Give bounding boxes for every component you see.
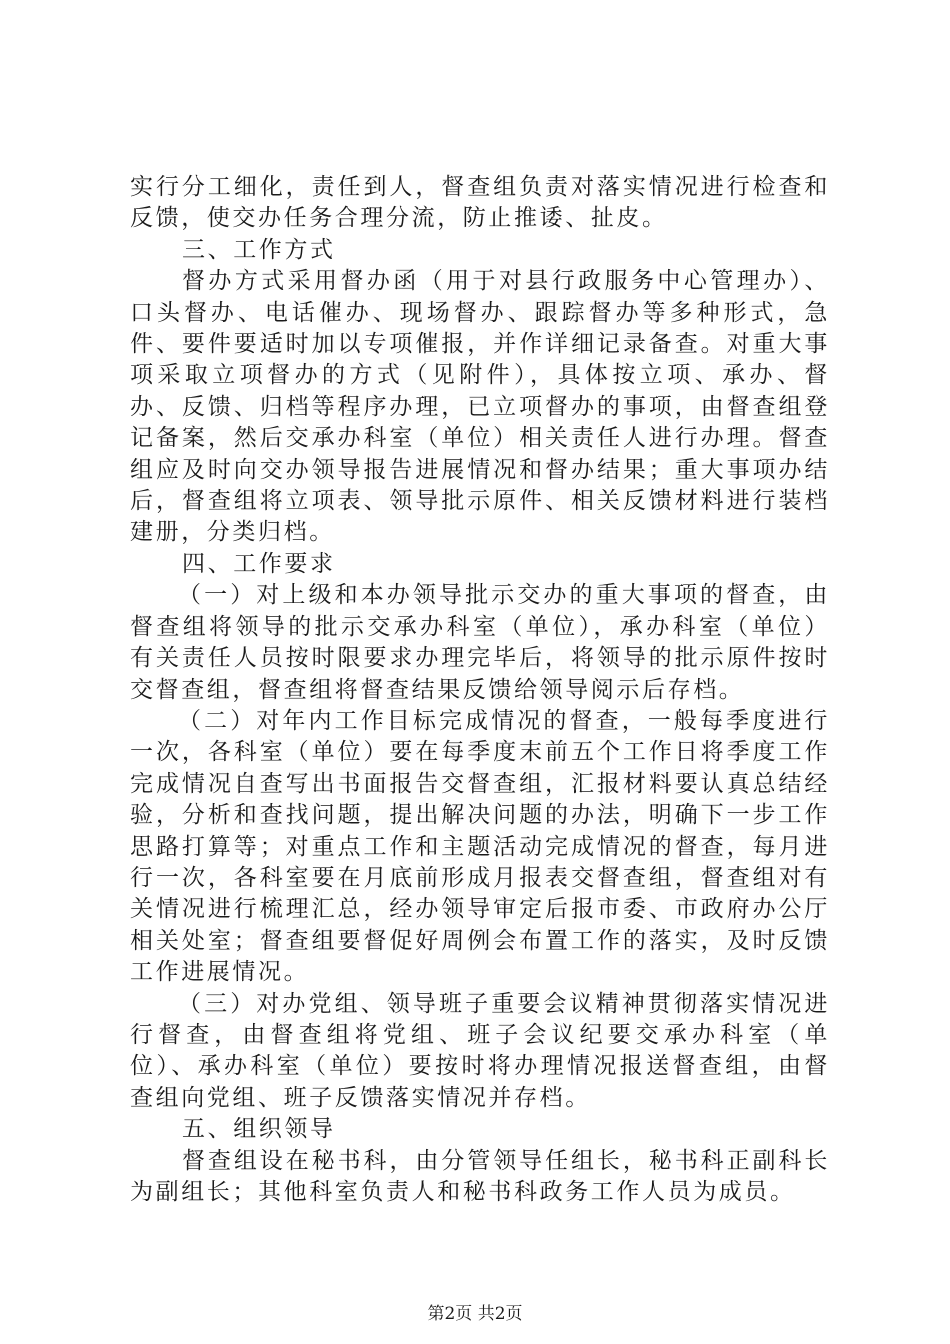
document-body	[130, 172, 830, 1208]
page-number-footer: 第2页 共2页	[427, 1304, 523, 1324]
section-heading-work-methods: 三、工作方式	[182, 236, 336, 263]
paragraph-requirement-3: （三）对办党组、领导班子重要会议精神贯彻落实情况进行督查，由督查组将党组、班子会议纪要交承办科室（单位）、承办科室（单位）要按时将办理情况报送督查组，由督查组向党组、班子反馈落实情况并存档。	[130, 990, 830, 1111]
paragraph-requirement-1: （一）对上级和本办领导批示交办的重大事项的督查，由督查组将领导的批示交承办科室（单位），承办科室（单位）有关责任人员按时限要求办理完毕后，将领导的批示原件按时交督查组，督查组将督查结果反馈给领导阅示后存档。	[130, 582, 830, 703]
paragraph-requirement-2: （二）对年内工作目标完成情况的督查，一般每季度进行一次，各科室（单位）要在每季度末前五个工作日将季度工作完成情况自查写出书面报告交督查组，汇报材料要认真总结经验，分析和查找问题，提出解决问题的办法，明确下一步工作思路打算等；对重点工作和主题活动完成情况的督查，每月进行一次，各科室要在月底前形成月报表交督查组，督查组对有关情况进行梳理汇总，经办领导审定后报市委、市政府办公厅相关处室；督查组要督促好周例会布置工作的落实，及时反馈工作进展情况。	[130, 707, 830, 986]
section-heading-work-requirements: 四、工作要求	[182, 550, 336, 577]
paragraph-organization: 督查组设在秘书科，由分管领导任组长，秘书科正副科长为副组长；其他科室负责人和秘书科政务工作人员为成员。	[130, 1147, 830, 1205]
paragraph-work-methods: 督办方式采用督办函（用于对县行政服务中心管理办）、口头督办、电话催办、现场督办、跟踪督办等多种形式，急件、要件要适时加以专项催报，并作详细记录备查。对重大事项采取立项督办的方式（见附件），具体按立项、承办、督办、反馈、归档等程序办理，已立项督办的事项，由督查组登记备案，然后交承办科室（单位）相关责任人进行办理。督查组应及时向交办领导报告进展情况和督办结果；重大事项办结后，督查组将立项表、领导批示原件、相关反馈材料进行装档建册，分类归档。	[130, 268, 830, 546]
section-heading-organization: 五、组织领导	[182, 1116, 336, 1143]
paragraph-continuation: 实行分工细化，责任到人，督查组负责对落实情况进行检查和反馈，使交办任务合理分流，防止推诿、扯皮。	[130, 174, 830, 232]
